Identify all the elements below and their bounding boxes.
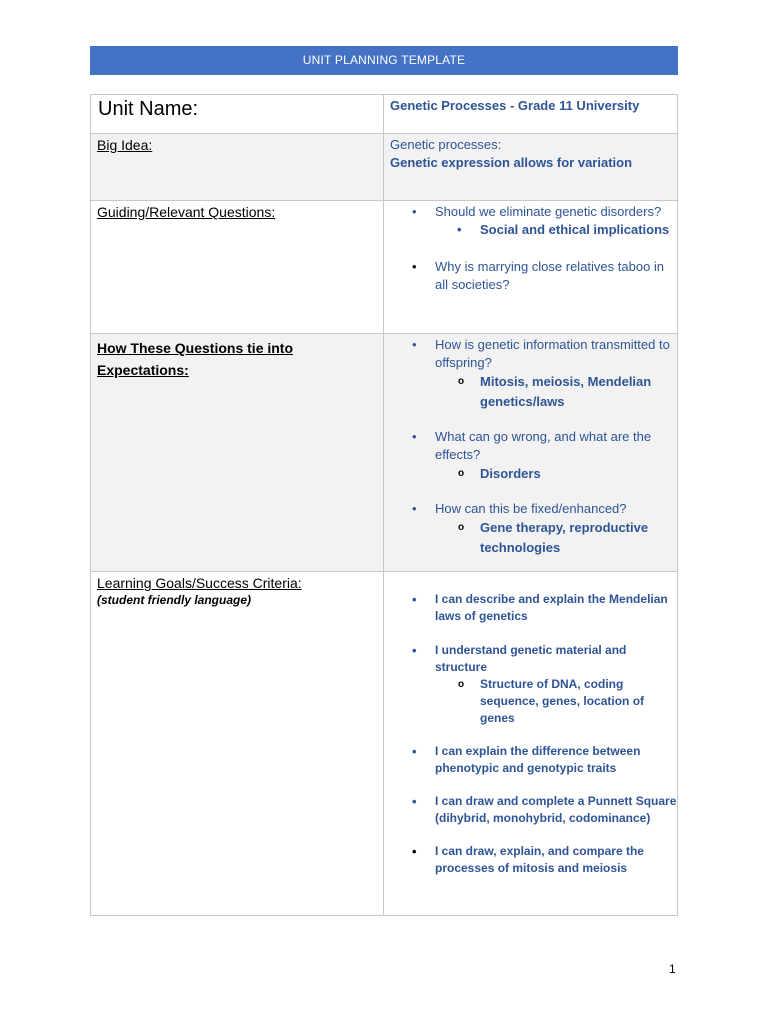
goals-label-cell	[91, 572, 384, 916]
big-idea-value-2: Genetic expression allows for variation	[390, 155, 633, 170]
big-idea-value-1: Genetic processes:	[390, 137, 502, 152]
expectations-label-cell	[91, 334, 384, 572]
big-idea-label-cell	[91, 134, 384, 201]
goals-list	[384, 572, 677, 877]
guiding-question-1-sub: • Social and ethical implications	[384, 221, 677, 239]
expectations-value-cell	[384, 334, 678, 572]
expectations-label-line2: Expectations:	[97, 362, 189, 378]
expectations-label-line1: How These Questions tie into	[97, 340, 294, 356]
guiding-list	[384, 201, 677, 294]
expectation-question-1-sub: o Mitosis, meiosis, Mendelian genetics/laws	[384, 372, 677, 412]
unit-name-value: Genetic Processes - Grade 11 University	[390, 98, 640, 113]
expectations-list	[384, 334, 677, 558]
goal-5: • I can draw, explain, and compare the processes of mitosis and meiosis	[384, 843, 677, 877]
unit-name-label: Unit Name:	[98, 98, 199, 120]
expectation-question-2: • What can go wrong, and what are the effects?	[384, 428, 677, 464]
row-expectations	[91, 334, 678, 572]
expectation-question-3: • How can this be fixed/enhanced?	[384, 500, 677, 518]
goals-label: Learning Goals/Success Criteria:	[97, 575, 302, 591]
guiding-question-2: • Why is marrying close relatives taboo in all societies?	[384, 258, 677, 294]
unit-name-value-cell	[384, 95, 678, 134]
goal-1: • I can describe and explain the Mendelian laws of genetics	[384, 591, 677, 625]
expectation-question-1: • How is genetic information transmitted to offspring?	[384, 336, 677, 372]
template-banner: UNIT PLANNING TEMPLATE	[90, 46, 678, 75]
goal-2: • I understand genetic material and structure	[384, 642, 677, 676]
page-number: 1	[669, 962, 676, 976]
unit-plan-table	[90, 94, 678, 916]
big-idea-value-cell	[384, 134, 678, 201]
row-guiding-questions	[91, 201, 678, 334]
goals-sublabel: (student friendly language)	[97, 593, 252, 607]
goal-2-sub: o Structure of DNA, coding sequence, genes, location of genes	[384, 676, 677, 727]
row-big-idea	[91, 134, 678, 201]
goal-3: • I can explain the difference between phenotypic and genotypic traits	[384, 743, 677, 777]
guiding-value-cell	[384, 201, 678, 334]
big-idea-label: Big Idea:	[97, 137, 153, 153]
expectation-question-3-sub: o Gene therapy, reproductive technologies	[384, 518, 677, 558]
guiding-label: Guiding/Relevant Questions:	[97, 204, 276, 220]
goal-4: • I can draw and complete a Punnett Square (dihybrid, monohybrid, codominance)	[384, 793, 677, 827]
expectation-question-2-sub: o Disorders	[384, 464, 677, 484]
goals-value-cell	[384, 572, 678, 916]
row-learning-goals	[91, 572, 678, 916]
unit-name-label-cell	[91, 95, 384, 134]
row-unit-name	[91, 95, 678, 134]
guiding-question-1: • Should we eliminate genetic disorders?	[384, 203, 677, 221]
guiding-label-cell	[91, 201, 384, 334]
